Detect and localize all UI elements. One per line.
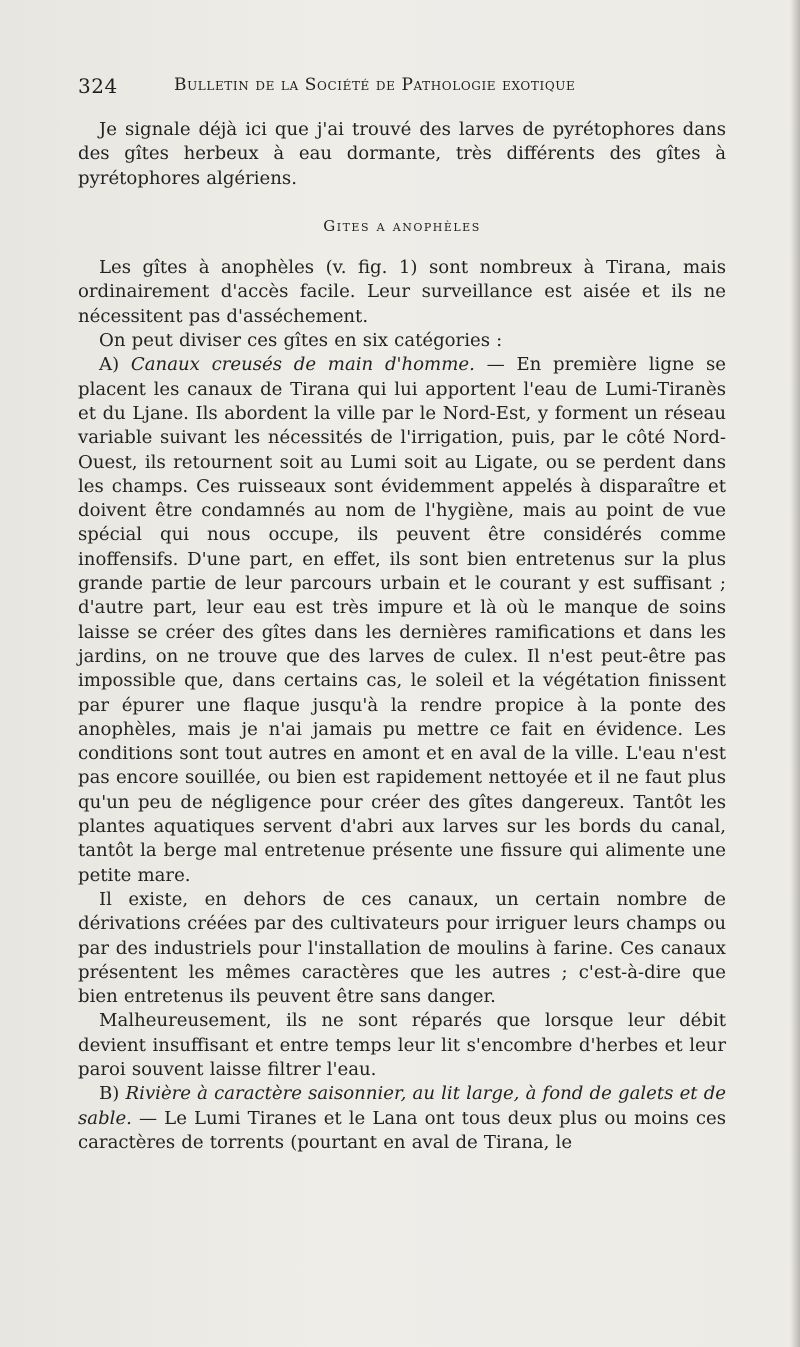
article-body [78, 118, 726, 1155]
section-heading: Gites a anophèles [323, 216, 481, 235]
running-title: Bulletin de la Société de Pathologie exotique [174, 75, 576, 95]
category-b-text: — Le Lumi Tiranes et le Lana ont tous deux plus ou moins ces caractères de torrents (pourtant en aval de Tirana, le [78, 1107, 726, 1153]
category-a-paragraph-3: Malheureusement, ils ne sont réparés que lorsque leur débit devient insuffisant et entre temps leur lit s'encombre d'herbes et leur paroi souvent laisse filtrer l'eau. [78, 1010, 726, 1080]
category-a-paragraph [78, 353, 726, 888]
category-b-paragraph [78, 1082, 726, 1155]
category-a-title: Canaux creusés de main d'homme. [130, 354, 475, 376]
category-a-text: — En première ligne se placent les canaux de Tirana qui lui apportent l'eau de Lumi-Tiranès et du Ljane. Ils abordent la ville par le Nord-Est, y forment un réseau variable suivant les nécessités de l'irrigation, puis, par le côté Nord-Ouest, ils retournent soit au Lumi soit au Ligate, ou se perdent dans les champs. Ces ruisseaux sont évidemment appelés à disparaître et doivent être condamnés au nom de l'hygiène, mais au point de vue spécial qui nous occupe, ils peuvent être considérés comme inoffensifs. D'une part, en effet, ils sont bien entretenus sur la plus grande partie de leur parcours urbain et le courant y est suffisant ; d'autre part, leur eau est très impure et là où le manque de soins laisse se créer des gîtes dans les dernières ramifications et dans les jardins, on ne trouve que des larves de culex. Il n'est peut-être pas impossible que, dans certains cas, le soleil et la végétation finissent par épurer une flaque jusqu'à la rendre propice à la ponte des anophèles, mais je n'ai jamais pu mettre ce fait en évidence. Les conditions sont tout autres en amont et en aval de la ville. L'eau n'est pas encore souillée, ou bien est rapidement nettoyée et il ne faut plus qu'un peu de négligence pour créer des gîtes dangereux. Tantôt les plantes aquatiques servent d'abri aux larves sur les bords du canal, tantôt la berge mal entretenue présente une fissure qui alimente une petite mare. [78, 354, 727, 886]
intro-paragraph: Je signale déjà ici que j'ai trouvé des larves de pyrétophores dans des gîtes herbeux à eau dormante, très différents des gîtes à pyrétophores algériens. [78, 119, 726, 189]
category-a-paragraph-2: Il existe, en dehors de ces canaux, un certain nombre de dérivations créées par des cultivateurs pour irriguer leurs champs ou par des industriels pour l'installation de moulins à farine. Ces canaux présentent les mêmes caractères que les autres ; c'est-à-dire que bien entretenus ils peuvent être sans danger. [78, 888, 726, 1008]
category-a-label: A) [99, 354, 120, 376]
page-header [78, 74, 738, 104]
section-paragraph-2: On peut diviser ces gîtes en six catégories : [99, 330, 503, 352]
page-number: 324 [78, 74, 118, 98]
category-b-label: B) [99, 1083, 120, 1105]
section-paragraph-1: Les gîtes à anophèles (v. fig. 1) sont nombreux à Tirana, mais ordinairement d'accès facile. Leur surveillance est aisée et ils ne nécessitent pas d'asséchement. [78, 257, 726, 327]
page-edge-shadow [790, 0, 800, 1347]
category-b-title: Rivière à caractère saisonnier, au lit large, à fond de galets et de sable. [78, 1083, 727, 1129]
